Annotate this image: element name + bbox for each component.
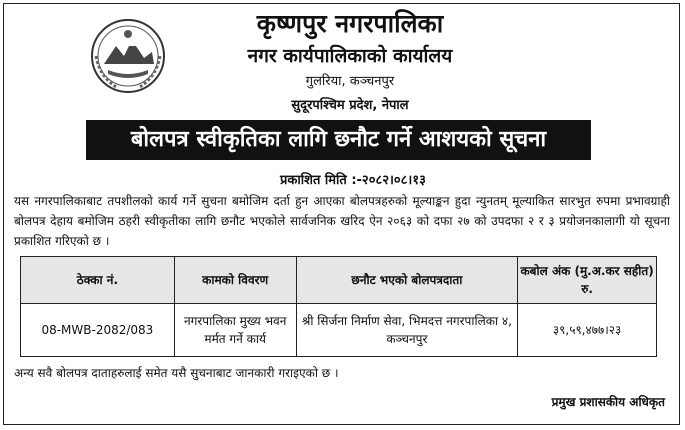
cell-contract-no: 08-MWB-2082/083 bbox=[21, 304, 175, 357]
notice-title: बोलपत्र स्वीकृतिका लागि छनौट गर्ने आशयको सूचना bbox=[86, 120, 591, 160]
municipality-name: कृष्णपुर नगरपालिका bbox=[256, 9, 444, 38]
header-bid-amount: कबोल अंक (मु.अ.कर सहीत) रु. bbox=[518, 257, 657, 304]
notice-body: यस नगरपालिकाबाट तपशीलको कार्य गर्ने सुचना बमोजिम दर्ता हुन आएका बोलपत्रहरुको मूल्याङ्कन हुदा न्युनतम् मूल्याकित सारभुत रुपमा प्रभावग्राही बोलपत्र देहाय बमोजिम ठहरी स्वीकृतीका लागि छनौट भएकोले सार्वजनिक खरिद ऐन २०६३ को दफा २७ को उपदफा २ र ३ प्रयोजनकालागी यो सूचना प्रकाशित गरिएको छ । bbox=[14, 194, 670, 248]
table-header-row bbox=[21, 257, 657, 304]
published-date: प्रकाशित मिति :-२०८२।०८।१३ bbox=[280, 173, 426, 188]
table-row bbox=[21, 304, 657, 357]
bid-table bbox=[20, 256, 657, 357]
signer-title: प्रमुख प्रशासकीय अधिकृत bbox=[551, 395, 665, 409]
header-work-description: कामको विवरण bbox=[174, 257, 296, 304]
office-location: गुलरिया, कञ्चनपुर bbox=[305, 74, 395, 89]
header-selected-bidder: छनौट भएको बोलपत्रदाता bbox=[296, 257, 518, 304]
office-name: नगर कार्यपालिकाको कार्यालय bbox=[247, 45, 453, 67]
province-name: सुदूरपश्चिम प्रदेश, नेपाल bbox=[291, 98, 409, 113]
header-contract-no: ठेक्का नं. bbox=[21, 257, 175, 304]
cell-selected-bidder: श्री सिर्जना निर्माण सेवा, भिमदत्त नगरपालिका ४, कञ्चनपुर bbox=[296, 304, 518, 357]
cell-work-description: नगरपालिका मुख्य भवन मर्मत गर्ने कार्य bbox=[174, 304, 296, 357]
cell-bid-amount: ३९,५९,४७७।२३ bbox=[518, 304, 657, 357]
other-bidders-note: अन्य सवै बोलपत्र दाताहरुलाई समेत यसै सुचनाबाट जानकारी गराइएको छ । bbox=[14, 366, 339, 380]
